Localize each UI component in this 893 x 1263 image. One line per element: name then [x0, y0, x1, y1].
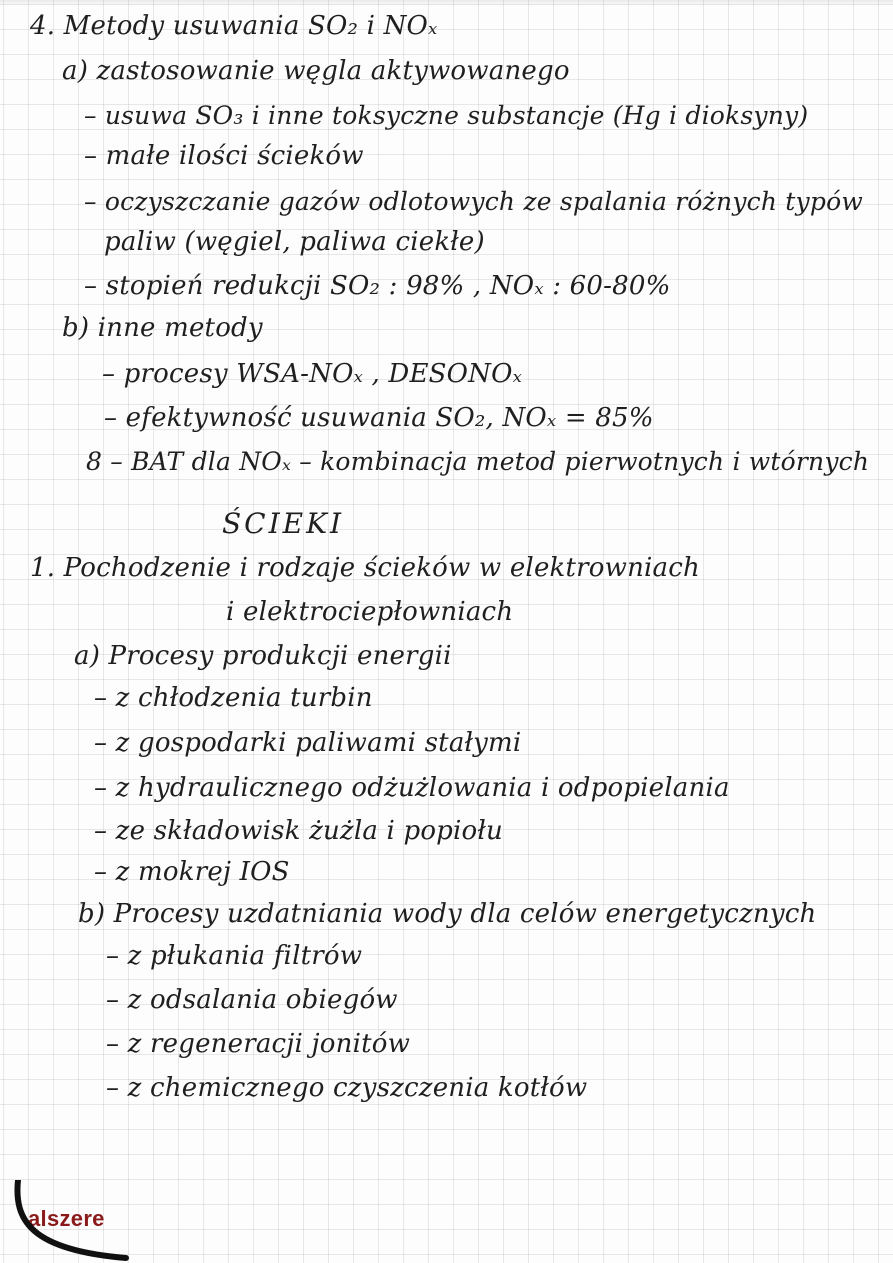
note-line-1: 4. Metody usuwania SO₂ i NOₓ [30, 11, 438, 41]
note-line-11: 8 – BAT dla NOₓ – kombinacja metod pierwotnych i wtórnych [86, 447, 870, 476]
note-line-2: a) zastosowanie węgla aktywowanego [62, 56, 570, 86]
note-line-9: – procesy WSA-NOₓ , DESONOₓ [102, 359, 523, 389]
note-line-5: – oczyszczanie gazów odlotowych ze spalania różnych typów [84, 187, 863, 216]
note-line-21: b) Procesy uzdatniania wody dla celów energetycznych [78, 899, 817, 929]
note-line-13: 1. Pochodzenie i rodzaje ścieków w elektrowniach [30, 553, 700, 583]
note-line-15: a) Procesy produkcji energii [74, 641, 452, 671]
note-line-17: – z gospodarki paliwami stałymi [94, 728, 522, 758]
section-heading: ŚCIEKI [222, 507, 345, 540]
note-line-4: – małe ilości ścieków [84, 141, 364, 171]
note-line-22: – z płukania filtrów [106, 941, 363, 971]
notebook-binding-curve [0, 1180, 130, 1263]
note-line-23: – z odsalania obiegów [106, 985, 398, 1015]
note-line-25: – z chemicznego czyszczenia kotłów [106, 1073, 588, 1103]
note-line-24: – z regeneracji jonitów [106, 1029, 411, 1059]
page-edge-shadow [0, 0, 893, 6]
note-line-3: – usuwa SO₃ i inne toksyczne substancje (Hg i dioksyny) [84, 101, 809, 130]
note-line-10: – efektywność usuwania SO₂, NOₓ = 85% [104, 403, 654, 433]
note-line-7: – stopień redukcji SO₂ : 98% , NOₓ : 60-80% [84, 271, 671, 301]
note-line-20: – z mokrej IOS [94, 857, 290, 887]
note-line-18: – z hydraulicznego odżużlowania i odpopielania [94, 773, 730, 803]
note-line-19: – ze składowisk żużla i popiołu [94, 816, 503, 846]
note-line-16: – z chłodzenia turbin [94, 683, 373, 713]
note-line-6: paliw (węgiel, paliwa ciekłe) [104, 227, 485, 257]
note-line-8: b) inne metody [62, 313, 263, 343]
note-line-14: i elektrociepłowniach [226, 597, 514, 627]
logo-watermark: alszere [28, 1206, 105, 1231]
